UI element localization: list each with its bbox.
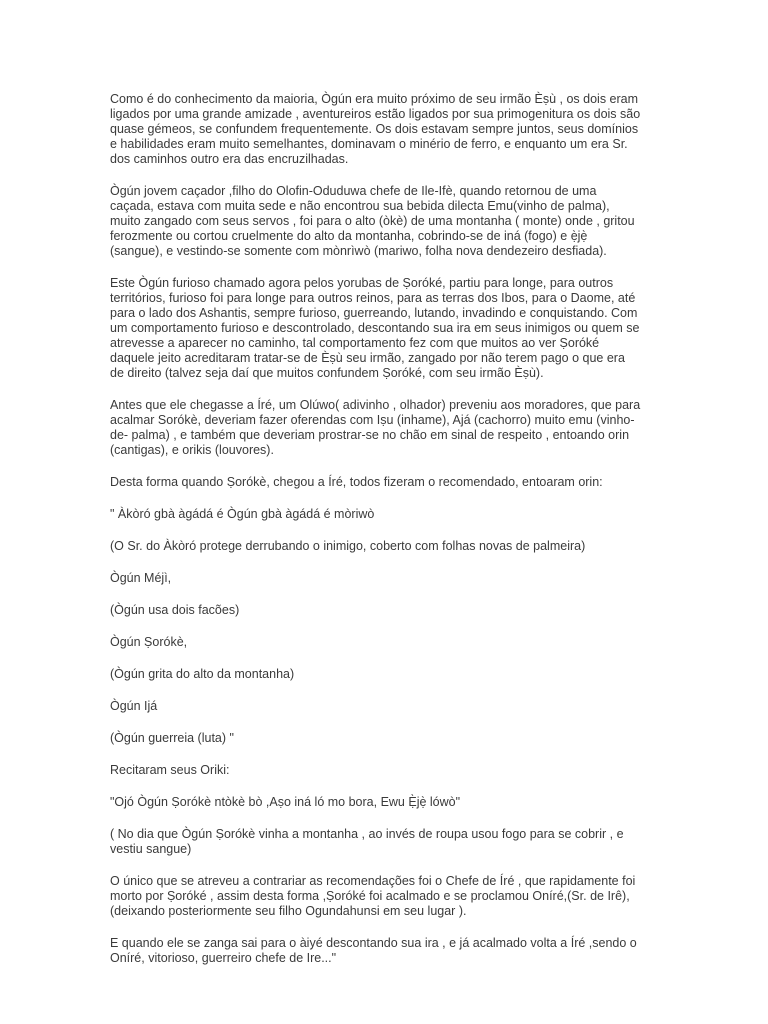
text-line: de- palma) , e também que deveriam prostrar-se no chão em sinal de respeito , entoando orin	[110, 428, 630, 442]
text-line: caçada, estava com muita sede e não encontrou sua bebida dilecta Emu(vinho de palma),	[110, 199, 610, 213]
text-line: atrevesse a aparecer no caminho, tal comportamento fez com que muitos ao ver Ṣoróké	[110, 336, 600, 350]
text-line: Recitaram seus Oriki:	[110, 763, 230, 777]
text-line: Desta forma quando Ṣorókè, chegou a Íré, todos fizeram o recomendado, entoaram orin:	[110, 475, 603, 489]
text-line: acalmar Sorókè, deveriam fazer oferendas com Iṣu (inhame), Ajá (cachorro) muito emu (vinho-	[110, 413, 635, 427]
document-page	[110, 92, 658, 966]
text-line: (O Sr. do Àkòró protege derrubando o inimigo, coberto com folhas novas de palmeira)	[110, 539, 586, 553]
text-line: de direito (talvez seja daí que muitos confundem Ṣoróké, com seu irmão Èṣù).	[110, 366, 544, 380]
text-line: E quando ele se zanga sai para o àiyé descontando sua ira , e já acalmado volta a Íré ,sendo o	[110, 936, 637, 950]
text-line: "Ojó Ògún Ṣorókè ntòkè bò ,Aṣo iná ló mo bora, Ewu Ẹ̀jẹ̀ lówò"	[110, 795, 461, 809]
paragraph-ogun-meji	[110, 571, 658, 586]
text-line: ferozmente ou cortou cruelmente do alto da montanha, cobrindo-se de iná (fogo) e ẹ̀jẹ̀	[110, 229, 588, 243]
text-line: daquele jeito acreditaram tratar-se de Èṣù seu irmão, zangado por não terem pago o que era	[110, 351, 625, 365]
text-line: dos caminhos outro era das encruzilhadas.	[110, 152, 349, 166]
text-line: Ògún jovem caçador ,filho do Olofin-Oduduwa chefe de Ile-Ifè, quando retornou de uma	[110, 184, 597, 198]
paragraph-oluwo-warning	[110, 398, 658, 458]
paragraph-orin-translation	[110, 539, 658, 554]
text-line: Ògún Ṣorókè,	[110, 635, 188, 649]
paragraph-ire-chief	[110, 874, 658, 919]
paragraph-ogun-soroke	[110, 635, 658, 650]
text-line: (Ògún guerreia (luta) "	[110, 731, 234, 745]
text-line: Ògún Méjì,	[110, 571, 172, 585]
text-line: um comportamento furioso e descontrolado, descontando sua ira em seus inimigos ou quem se	[110, 321, 640, 335]
text-line: Ògún Ijá	[110, 699, 158, 713]
text-line: e habilidades eram muito semelhantes, dominavam o minério de ferro, e enquanto um era Sr.	[110, 137, 628, 151]
text-line: (cantigas), e orikis (louvores).	[110, 443, 274, 457]
paragraph-arrival	[110, 475, 658, 490]
text-line: Oníré, vitorioso, guerreiro chefe de Ire..."	[110, 951, 337, 965]
text-line: vestiu sangue)	[110, 842, 192, 856]
text-line: quase gémeos, se confundem frequentemente. Os dois estavam sempre juntos, seus domínios	[110, 122, 639, 136]
text-line: " Àkòró gbà àgádá é Ògún gbà àgádá é mòriwò	[110, 507, 375, 521]
text-line: (deixando posteriormente seu filho Ogundahunsi em seu lugar ).	[110, 904, 467, 918]
paragraph-oriki-intro	[110, 763, 658, 778]
paragraph-young-hunter	[110, 184, 658, 259]
paragraph-closing	[110, 936, 658, 966]
text-line: para o lado dos Ashantis, sempre furioso, guerreando, lutando, invadindo e conquistando. Com	[110, 306, 638, 320]
text-line: (Ògún usa dois facões)	[110, 603, 240, 617]
paragraph-oriki-translation	[110, 827, 658, 857]
paragraph-ogun-ija	[110, 699, 658, 714]
paragraph-ogun-ija-translation	[110, 731, 658, 746]
paragraph-ogun-esu-brothers	[110, 92, 658, 167]
paragraph-ogun-soroke-translation	[110, 667, 658, 682]
text-line: morto por Ṣoróké , assim desta forma ,Ṣoróké foi acalmado e se proclamou Oníré,(Sr. de Irê),	[110, 889, 630, 903]
text-line: ( No dia que Ògún Ṣorókè vinha a montanha , ao invés de roupa usou fogo para se cobrir , e	[110, 827, 624, 841]
text-line: Este Ògún furioso chamado agora pelos yorubas de Ṣoróké, partiu para longe, para outros	[110, 276, 614, 290]
paragraph-ogun-meji-translation	[110, 603, 658, 618]
paragraph-oriki-verse	[110, 795, 658, 810]
text-line: O único que se atreveu a contrariar as recomendações foi o Chefe de Íré , que rapidamente foi	[110, 874, 636, 888]
text-line: Como é do conhecimento da maioria, Ògún era muito próximo de seu irmão Èṣù , os dois eram	[110, 92, 639, 106]
text-line: Antes que ele chegasse a Íré, um Olúwo( adivinho , olhador) preveniu aos moradores, que para	[110, 398, 641, 412]
text-line: (Ògún grita do alto da montanha)	[110, 667, 295, 681]
text-line: territórios, furioso foi para longe para outros reinos, para as terras dos Ibos, para o Daome, até	[110, 291, 636, 305]
paragraph-orin-verse	[110, 507, 658, 522]
text-line: ligados por uma grande amizade , aventureiros estão ligados por sua primogenitura os dois são	[110, 107, 641, 121]
paragraph-furious-soroke	[110, 276, 658, 381]
text-line: (sangue), e vestindo-se somente com mònrìwò (mariwo, folha nova dendezeiro desfiada).	[110, 244, 607, 258]
text-line: muito zangado com seus servos , foi para o alto (òkè) de uma montanha ( monte) onde , gritou	[110, 214, 635, 228]
